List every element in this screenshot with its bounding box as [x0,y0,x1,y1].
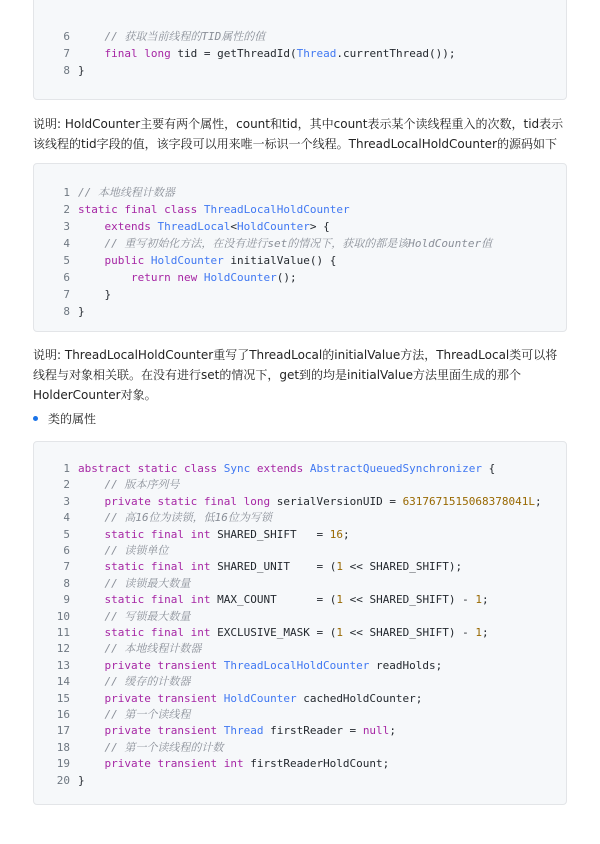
bullet-dot-icon [33,416,38,421]
code-text: // 获取当前线程的TID属性的值 [104,30,266,43]
code-text: static final class ThreadLocalHoldCounter [78,203,350,216]
line-number: 15 [56,691,70,705]
line-number: 14 [56,675,70,689]
code-text: static final int EXCLUSIVE_MASK = (1 << SHARED_SHIFT) - 1; [104,626,489,639]
code-block-hold-counter-tail [33,0,567,100]
line-number: 8 [63,576,70,590]
code-text: private transient HoldCounter cachedHoldCounter; [104,691,423,705]
code-text: static final int SHARED_UNIT = (1 << SHARED_SHIFT); [104,560,463,574]
code-line [34,460,566,478]
code-text: // 读锁单位 [104,544,169,557]
line-number: 16 [56,708,70,721]
code-text: static final int MAX_COUNT = (1 << SHARED_SHIFT) - 1; [104,593,489,607]
line-number: 7 [63,47,70,60]
code-line [34,218,566,236]
bullet-class-attributes [33,409,96,429]
code-text: public HoldCounter initialValue() { [104,254,337,267]
code-line [34,526,566,544]
code-line [34,673,566,691]
code-line [34,286,566,304]
code-text: } [78,773,85,787]
code-text: private transient int firstReaderHoldCount; [104,757,390,771]
line-number: 17 [56,724,70,738]
code-text: static final int SHARED_SHIFT = 16; [104,527,350,541]
line-number: 1 [63,462,70,475]
code-text: return new HoldCounter(); [130,271,297,284]
code-line [34,493,566,511]
line-number: 2 [63,203,70,216]
line-number: 4 [63,237,70,250]
code-text: // 本地线程计数器 [104,642,202,656]
line-number: 3 [63,220,70,233]
line-number: 5 [63,254,70,267]
bullet-label: 类的属性 [48,412,97,426]
code-text: // 版本序列号 [104,478,180,492]
line-number: 6 [63,30,70,43]
line-number: 12 [56,642,70,656]
code-block-sync-fields [33,441,567,805]
code-text: final long tid = getThreadId(Thread.currentThread()); [104,47,456,60]
code-text: // 写锁最大数量 [104,609,191,623]
line-number: 18 [56,740,70,754]
code-line [34,303,566,321]
code-text: private transient Thread firstReader = null; [104,724,396,738]
code-line [34,476,566,494]
code-text: // 本地线程计数器 [78,186,175,199]
line-number: 7 [63,560,70,574]
code-line [34,184,566,202]
code-line [34,62,566,80]
code-line [34,558,566,576]
code-line [34,509,566,527]
code-line [34,591,566,609]
code-line [34,640,566,658]
code-line [34,624,566,642]
code-line [34,542,566,560]
code-line [34,575,566,593]
code-text: // 读锁最大数量 [104,576,191,590]
code-block-thread-local-hold-counter [33,163,567,332]
code-text: } [78,305,85,318]
code-line [34,755,566,773]
description-paragraph-hold-counter: 说明: HoldCounter主要有两个属性，count和tid，其中count表示某个读线程重入的次数，tid表示该线程的tid字段的值，该字段可以用来唯一标识一个线程。ThreadLocalHoldCounter的源码如下 [33,117,564,151]
line-number: 13 [56,658,70,672]
code-text: // 重写初始化方法，在没有进行set的情况下，获取的都是该HoldCounter值 [104,237,493,250]
code-line [34,269,566,287]
code-text: // 第一个读线程的计数 [104,740,224,754]
code-line [34,235,566,253]
line-number: 3 [63,494,70,508]
code-text: private transient ThreadLocalHoldCounter readHolds; [104,658,443,672]
code-text: // 第一个读线程 [104,708,191,721]
code-line [34,772,566,790]
code-text: extends ThreadLocal<HoldCounter> { [104,220,330,233]
code-text: abstract static class Sync extends AbstractQueuedSynchronizer { [78,462,496,475]
code-line [34,28,566,46]
code-line [34,201,566,219]
code-line [34,252,566,270]
code-text: // 高16位为读锁，低16位为写锁 [104,511,272,525]
line-number: 2 [63,478,70,492]
line-number: 7 [63,288,70,301]
line-number: 10 [56,609,70,623]
line-number: 8 [63,64,70,77]
code-line [34,739,566,757]
code-line [34,690,566,708]
code-line [34,608,566,626]
code-line [34,722,566,740]
code-line [34,657,566,675]
code-text: private static final long serialVersionUID = 6317671515068378041L; [104,494,542,508]
line-number: 6 [63,271,70,284]
code-text: // 缓存的计数器 [104,675,191,689]
line-number: 9 [63,593,70,607]
code-line [34,45,566,63]
line-number: 6 [63,544,70,557]
description-paragraph-thread-local: 说明: ThreadLocalHoldCounter重写了ThreadLocal的initialValue方法，ThreadLocal类可以将线程与对象相关联。在没有进行set的情况下，get到的均是initialValue方法里面生成的那个HolderCounter对象。 [33,348,558,402]
line-number: 19 [56,757,70,771]
code-text: } [78,64,85,77]
line-number: 20 [56,773,70,787]
line-number: 5 [63,527,70,541]
line-number: 1 [63,186,70,199]
code-text: } [78,288,112,301]
line-number: 4 [63,511,70,525]
code-line [34,706,566,724]
line-number: 8 [63,305,70,318]
line-number: 11 [56,626,70,639]
